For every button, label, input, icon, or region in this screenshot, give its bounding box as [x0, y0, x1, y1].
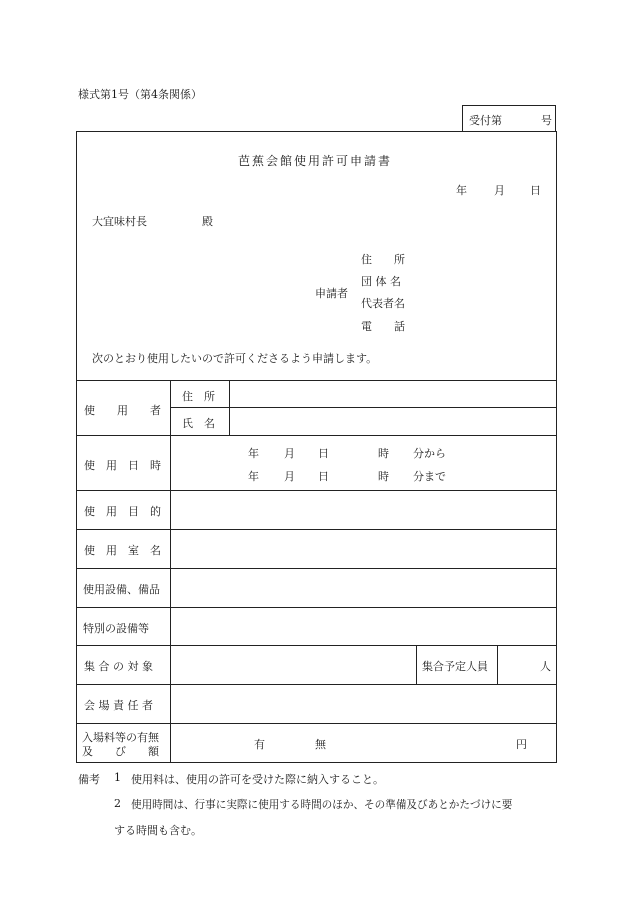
from-month: 月 [284, 447, 295, 460]
form-reference: 様式第1号（第4条関係） [78, 88, 202, 101]
room-label: 使 用 室 名 [84, 544, 161, 557]
note-2-text-line2: する時間も含む。 [114, 824, 202, 837]
fee-yes[interactable]: 有 [254, 738, 265, 751]
notes-heading: 備考 [78, 773, 100, 786]
divider [76, 490, 557, 491]
special-field[interactable] [173, 609, 555, 643]
date-year: 年 [456, 184, 467, 197]
divider [76, 529, 557, 530]
receipt-box [462, 105, 556, 131]
to-month: 月 [284, 470, 295, 483]
fee-no[interactable]: 無 [315, 738, 326, 751]
addressee-name: 大宜味村長 [92, 215, 147, 228]
note-1-number: 1 [114, 771, 121, 784]
to-hour: 時 [378, 470, 389, 483]
fee-unit: 円 [516, 738, 527, 751]
user-subcolumn-divider [229, 380, 230, 435]
to-minute: 分まで [413, 470, 446, 483]
audience-label: 集 合 の 対 象 [84, 660, 153, 673]
user-name-field[interactable] [232, 409, 554, 433]
to-year: 年 [248, 470, 259, 483]
datetime-label: 使 用 日 時 [84, 459, 161, 472]
note-2-number: 2 [114, 797, 121, 810]
form-title: 芭蕉会館使用許可申請書 [237, 154, 392, 168]
divider [76, 645, 557, 646]
from-minute: 分から [413, 447, 446, 460]
divider [76, 435, 557, 436]
divider [76, 568, 557, 569]
attendance-label: 集合予定人員 [422, 660, 488, 673]
from-day: 日 [318, 447, 329, 460]
applicant-label: 申請者 [315, 287, 348, 300]
date-day: 日 [530, 184, 541, 197]
attendance-divider-left [416, 645, 417, 684]
note-1-text: 使用料は、使用の許可を受けた際に納入すること。 [131, 773, 384, 786]
receipt-suffix: 号 [541, 114, 552, 127]
room-field[interactable] [173, 531, 555, 566]
request-text: 次のとおり使用したいので許可くださるよう申請します。 [92, 352, 378, 365]
receipt-label: 受付第 [469, 114, 502, 127]
special-label: 特別の設備等 [83, 622, 149, 635]
divider [76, 607, 557, 608]
fee-label-line2: 及 び 額 [82, 745, 159, 758]
purpose-label: 使 用 目 的 [84, 505, 161, 518]
date-month: 月 [494, 184, 505, 197]
from-hour: 時 [378, 447, 389, 460]
attendance-unit: 人 [540, 660, 551, 673]
audience-field[interactable] [173, 647, 414, 682]
equipment-field[interactable] [173, 570, 555, 605]
applicant-address-label: 住 所 [361, 253, 405, 266]
from-year: 年 [248, 447, 259, 460]
divider-top [76, 380, 557, 381]
applicant-rep-label: 代表者名 [361, 297, 405, 310]
purpose-field[interactable] [173, 492, 555, 527]
user-label: 使 用 者 [84, 404, 161, 417]
manager-field[interactable] [173, 686, 555, 721]
note-2-text-line1: 使用時間は、行事に実際に使用する時間のほか、その準備及びあとかたづけに要 [131, 799, 513, 811]
applicant-group-label: 団 体 名 [361, 275, 401, 288]
equipment-label: 使用設備、備品 [83, 583, 160, 596]
user-address-label: 住 所 [182, 390, 215, 403]
user-address-field[interactable] [232, 382, 554, 405]
attendance-divider-right [497, 645, 498, 684]
fee-label-line1: 入場料等の有無 [82, 731, 159, 744]
divider [76, 684, 557, 685]
manager-label: 会 場 責 任 者 [84, 699, 153, 712]
user-name-label: 氏 名 [182, 417, 215, 430]
to-day: 日 [318, 470, 329, 483]
divider [76, 723, 557, 724]
applicant-phone-label: 電 話 [361, 320, 405, 333]
label-column-divider [170, 380, 171, 763]
addressee-honorific: 殿 [202, 215, 213, 228]
